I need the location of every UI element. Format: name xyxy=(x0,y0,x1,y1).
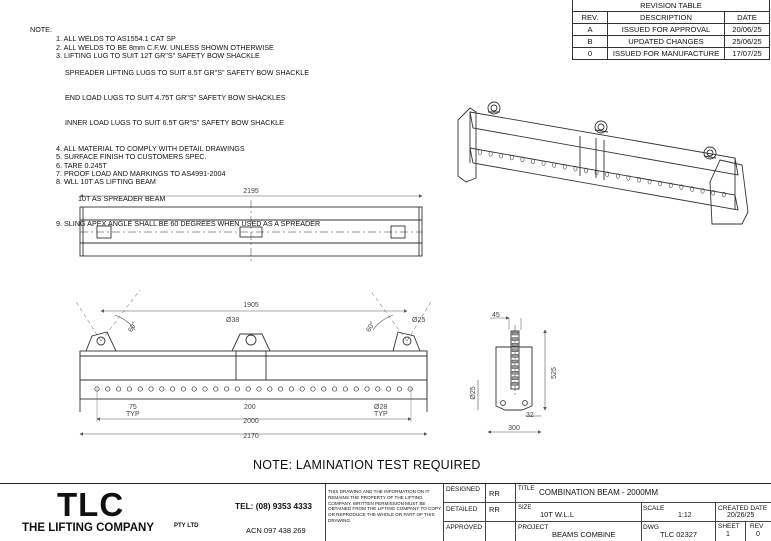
dim-end-width-top: 45 xyxy=(492,312,500,319)
dim-angle-right: 60° xyxy=(365,320,377,334)
dim-end-width: 300 xyxy=(508,425,520,432)
end-view-pin xyxy=(512,338,518,341)
dim-lug-hole: Ø38 xyxy=(226,317,240,324)
iso-hole xyxy=(489,151,492,156)
dim-pitch-mid: 200 xyxy=(244,404,256,411)
note-item: 3. LIFTING LUG TO SUIT 12T GR"S" SAFETY BOW SHACKLE SPREADER LIFTING LUGS TO SUIT 8.5T GR"S" SAFETY BOW SHACKLE END LOAD LUGS TO SUIT 4.75T GR"S" SAFETY BOW SHACKLES INNER LOAD LUGS TO SUIT 6.5T GR"S" SAFETY BOW SHACKLE xyxy=(30,52,320,144)
bolt-hole xyxy=(106,387,110,391)
bolt-hole xyxy=(322,387,326,391)
bolt-hole xyxy=(343,387,347,391)
dim-top-length: 2195 xyxy=(243,188,259,195)
scale-label: SCALE xyxy=(643,505,665,512)
bolt-hole xyxy=(397,387,401,391)
note-item: 5. SURFACE FINISH TO CUSTOMERS SPEC. xyxy=(56,152,207,162)
bolt-hole xyxy=(289,387,293,391)
bolt-hole xyxy=(332,387,336,391)
dim-pitch-left: 75 xyxy=(129,404,137,411)
dim-end-offset: 32 xyxy=(526,412,534,419)
dim-end-height: 525 xyxy=(551,367,558,379)
isometric-view xyxy=(458,102,748,224)
bolt-hole xyxy=(192,387,196,391)
note-item: 8. WLL 10T AS LIFTING BEAM 10T AS SPREADER BEAM xyxy=(30,178,320,220)
size-label: SIZE xyxy=(518,505,532,511)
designed-by: RR xyxy=(489,489,500,498)
dwg-number: TLC 02327 xyxy=(660,530,698,539)
bolt-hole xyxy=(386,387,390,391)
company-logo: TLC xyxy=(57,486,125,523)
dim-end-hole: Ø25 xyxy=(470,386,477,400)
bolt-hole xyxy=(257,387,261,391)
detailed-by: RR xyxy=(489,505,500,514)
dim-end-hole: Ø25 xyxy=(412,317,426,324)
note-item: 9. SLING APEX ANGLE SHALL BE 60 DEGREES WHEN USED AS A SPREADER xyxy=(56,219,321,229)
dim-overall-length: 2170 xyxy=(243,433,259,440)
bolt-hole xyxy=(181,387,185,391)
dim-hole-right-typ: TYP xyxy=(374,411,388,418)
end-view-pin xyxy=(512,366,518,369)
bolt-hole xyxy=(149,387,153,391)
rev-number: 0 xyxy=(756,531,760,538)
revision-row: A ISSUED FOR APPROVAL 20/06/25 xyxy=(573,24,770,36)
dim-angle-left: 60° xyxy=(127,320,139,334)
note-item: 7. PROOF LOAD AND MARKINGS TO AS4991-2004 xyxy=(56,168,226,178)
company-tel: TEL: (08) 9353 4333 xyxy=(235,501,313,511)
bolt-hole xyxy=(127,387,131,391)
end-view-pin xyxy=(512,371,518,374)
lamination-note: NOTE: LAMINATION TEST REQUIRED xyxy=(253,458,481,472)
bolt-hole xyxy=(376,387,380,391)
bolt-hole xyxy=(300,387,304,391)
bolt-hole xyxy=(365,387,369,391)
revision-row: B UPDATED CHANGES 25/06/25 xyxy=(573,36,770,48)
created-label: CREATED DATE xyxy=(718,505,768,512)
bolt-hole xyxy=(311,387,315,391)
rev-header: REV. xyxy=(573,12,608,24)
date-header: DATE xyxy=(725,12,770,24)
bolt-hole xyxy=(246,387,250,391)
company-name: THE LIFTING COMPANY xyxy=(22,522,155,534)
title-block xyxy=(0,483,771,541)
bolt-hole xyxy=(214,387,218,391)
dim-pitch-left-typ: TYP xyxy=(126,411,140,418)
dim-beam-length: 2000 xyxy=(243,418,259,425)
elevation-holes xyxy=(95,387,413,391)
bolt-hole xyxy=(408,387,412,391)
company-acn: ACN 097 438 269 xyxy=(246,526,306,535)
approved-label: APPROVED xyxy=(446,524,483,531)
end-view-pin xyxy=(512,354,518,357)
bolt-hole xyxy=(224,387,228,391)
end-view xyxy=(478,318,545,432)
drawing-title: COMBINATION BEAM - 2000MM xyxy=(539,488,658,497)
note-item: 1. ALL WELDS TO AS1554.1 CAT SP xyxy=(56,34,176,44)
bolt-hole xyxy=(160,387,164,391)
scale-value: 1:12 xyxy=(678,512,692,519)
detailed-label: DETAILED xyxy=(446,506,478,513)
note-item: 6. TARE 0.245T xyxy=(56,160,107,170)
project-label: PROJECT xyxy=(518,524,549,531)
bolt-hole xyxy=(116,387,120,391)
plan-view xyxy=(80,196,422,262)
revision-table-title: REVISION TABLE xyxy=(573,0,770,12)
bolt-hole xyxy=(138,387,142,391)
bolt-hole xyxy=(235,387,239,391)
note-subitem: SPREADER LIFTING LUGS TO SUIT 8.5T GR"S" SAFETY BOW SHACKLE xyxy=(65,68,310,78)
dim-hole-right: Ø28 xyxy=(374,404,388,411)
iso-hole xyxy=(500,153,503,158)
created-date: 20/26/25 xyxy=(727,512,755,519)
size-value: 10T W.L.L xyxy=(540,510,575,519)
dwg-label: DWG xyxy=(643,524,659,531)
sheet-number: 1 xyxy=(726,531,730,538)
note-subitem: INNER LOAD LUGS TO SUIT 6.5T GR"S" SAFETY BOW SHACKLE xyxy=(65,118,284,128)
copyright-disclaimer: THIS DRAWING AND THE INFORMATION ON IT REMAINS THE PROPERTY OF THE LIFTING COMPANY. WRITTEN PERMISSION MUST BE OBTAINED FROM THE LIFTING COMPANY TO COPY OR REPRODUCE THE WHOLE OR PART OF THIS DRAWING. xyxy=(328,489,441,523)
end-view-pin xyxy=(512,377,518,380)
bolt-hole xyxy=(354,387,358,391)
revision-row: 0 ISSUED FOR MANUFACTURE 17/07/25 xyxy=(573,48,770,60)
note-subitem: 10T AS SPREADER BEAM xyxy=(78,194,166,204)
note-subitem: END LOAD LUGS TO SUIT 4.75T GR"S" SAFETY BOW SHACKLES xyxy=(65,93,286,103)
bolt-hole xyxy=(170,387,174,391)
company-pty: PTY LTD xyxy=(174,523,199,529)
end-view-pin xyxy=(512,382,518,385)
end-view-pin xyxy=(512,332,518,335)
designed-label: DESIGNED xyxy=(446,486,480,493)
end-view-pin xyxy=(512,343,518,346)
iso-hole xyxy=(478,150,481,155)
project-name: BEAMS COMBINE xyxy=(552,530,616,539)
title-label: TITLE xyxy=(518,486,535,492)
note-item: 2. ALL WELDS TO BE 8mm C.F.W. UNLESS SHOWN OTHERWISE xyxy=(56,42,274,52)
bolt-hole xyxy=(203,387,207,391)
rev-label: REV xyxy=(750,523,764,530)
description-header: DESCRIPTION xyxy=(608,12,725,24)
end-view-pin xyxy=(512,360,518,363)
dim-lug-span: 1905 xyxy=(243,302,259,309)
end-view-pin xyxy=(512,349,518,352)
isometric-holes xyxy=(478,150,725,197)
sheet-label: SHEET xyxy=(718,523,740,530)
notes-heading: NOTE: xyxy=(30,25,52,34)
bolt-hole xyxy=(278,387,282,391)
bolt-hole xyxy=(268,387,272,391)
note-item: 4. ALL MATERIAL TO COMPLY WITH DETAIL DRAWINGS xyxy=(56,143,245,153)
